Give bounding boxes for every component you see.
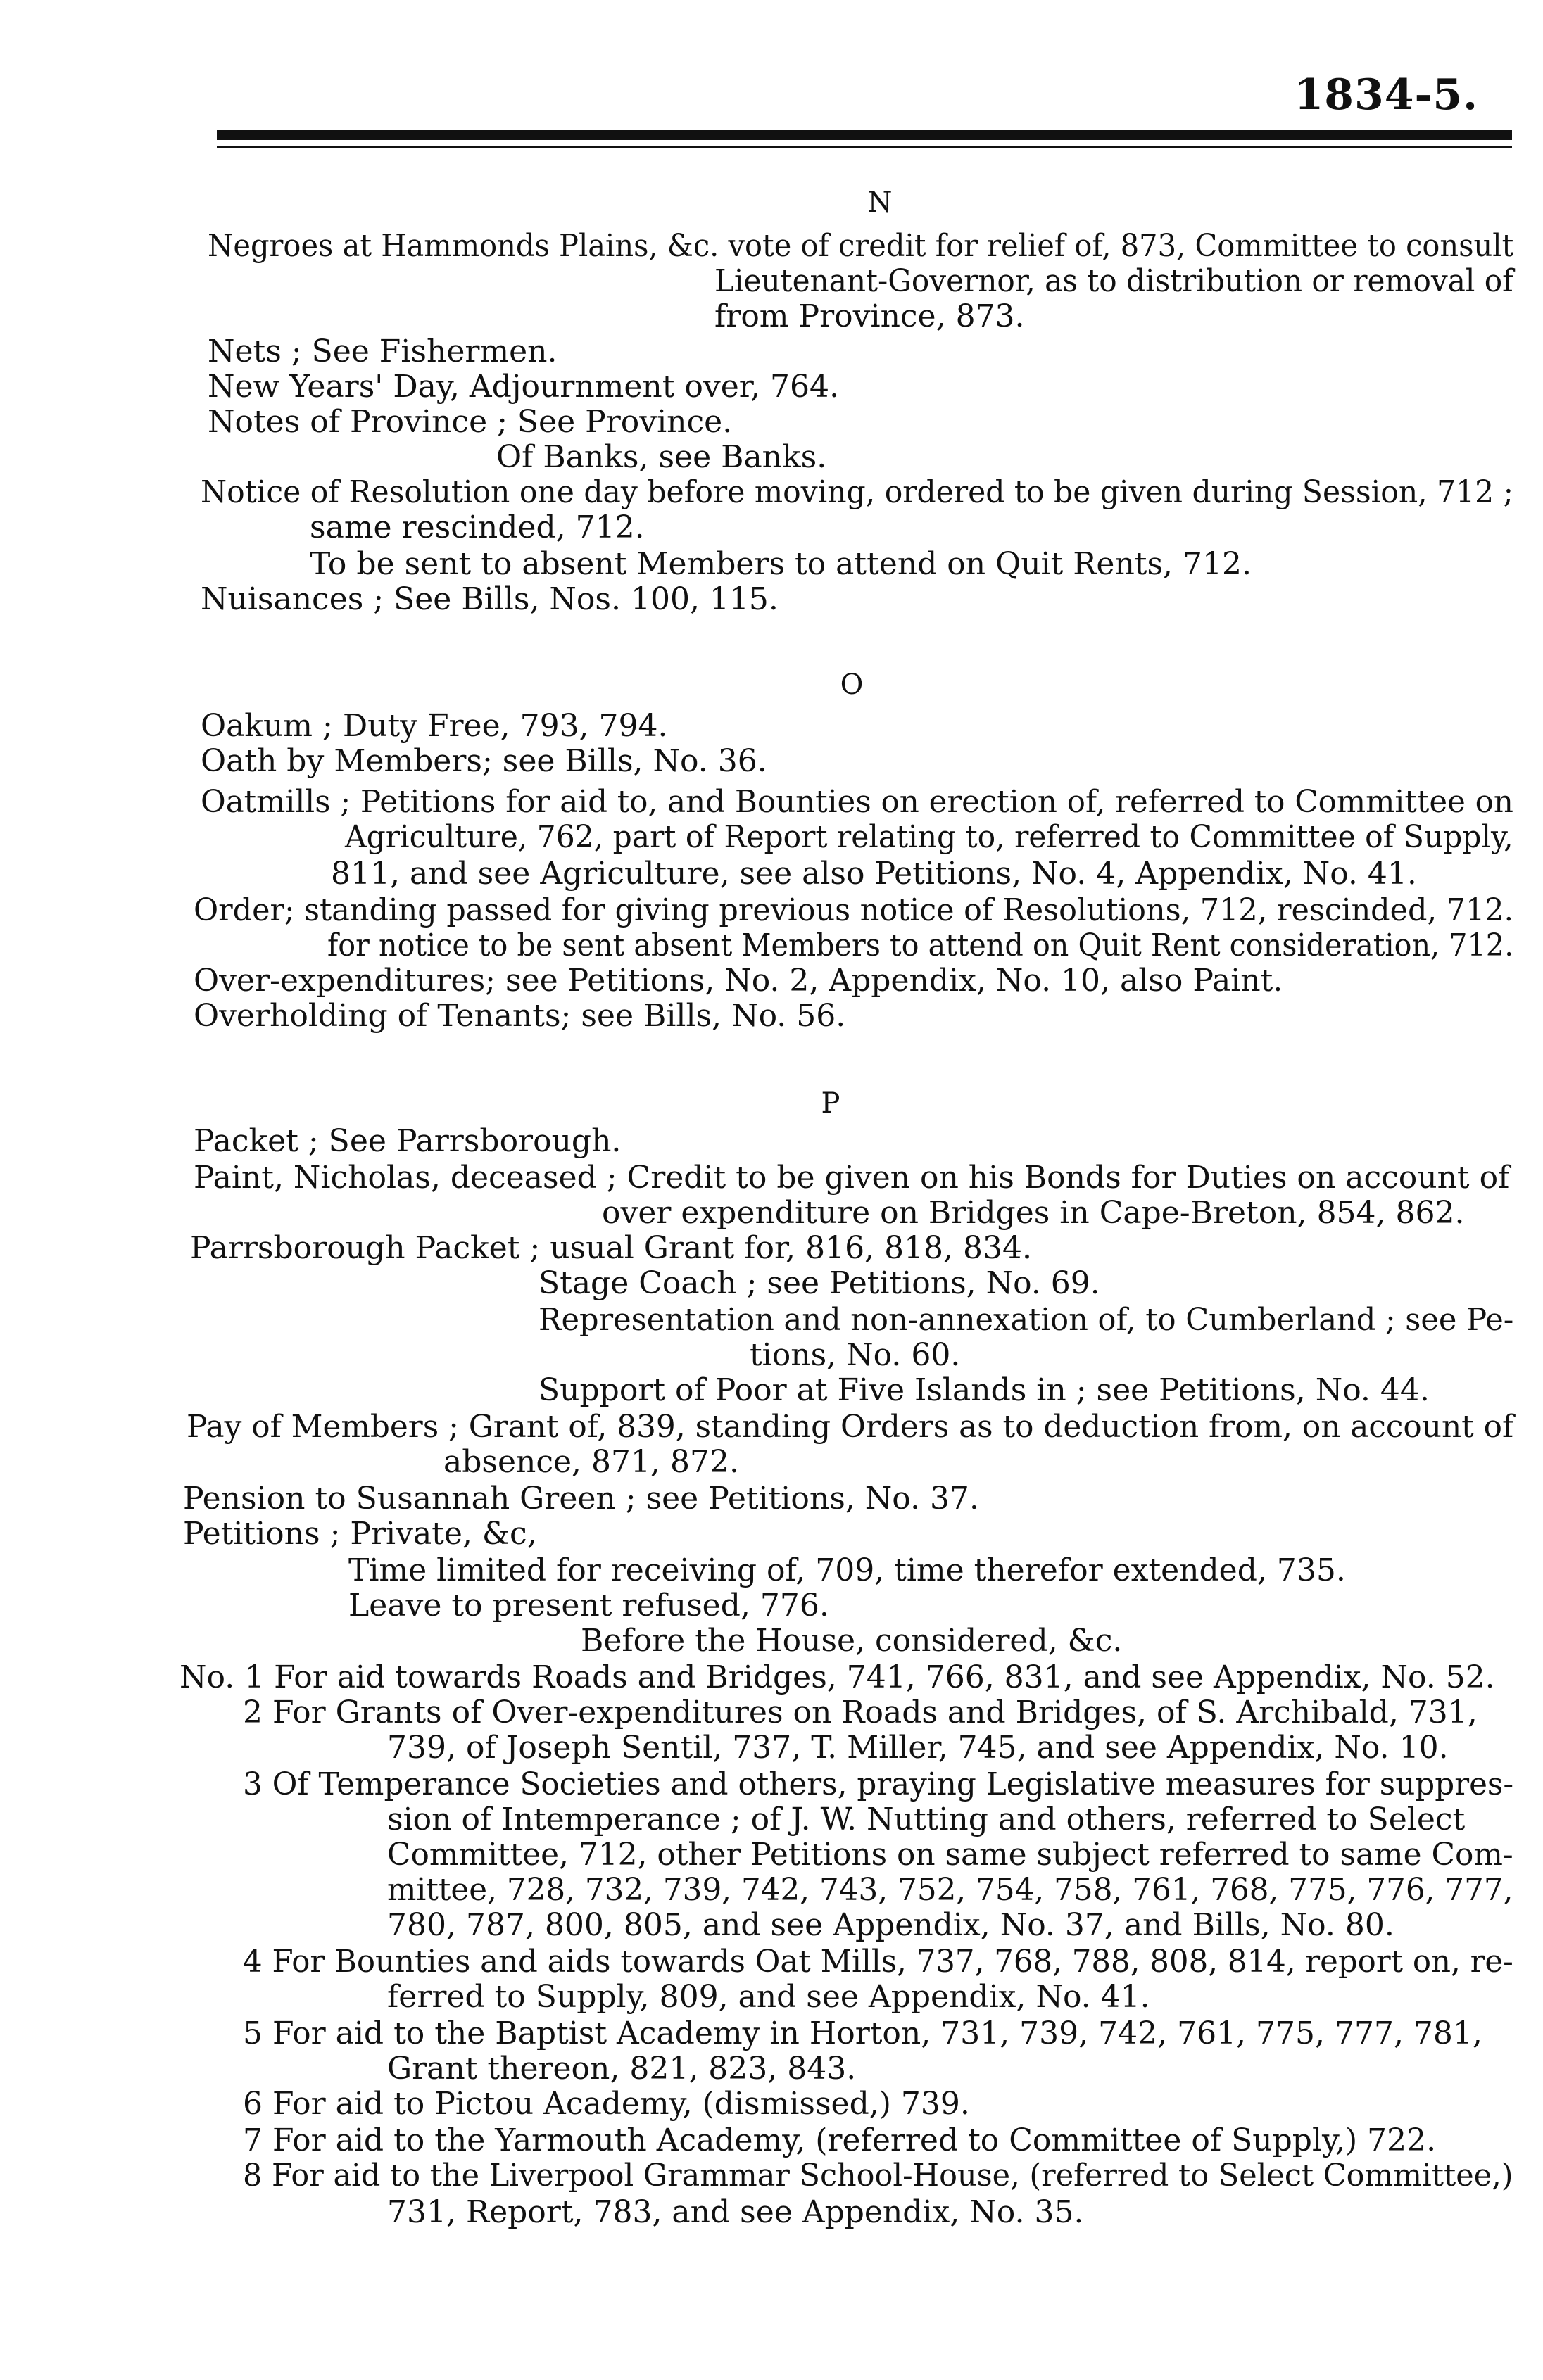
entry-order: Order; standing passed for giving previous notice of Resolutions, 712, rescinded, 712. bbox=[194, 892, 1514, 928]
petition-item-4-cont: ferred to Supply, 809, and see Appendix, No. 41. bbox=[387, 1979, 1150, 2015]
petition-item-2: 2 For Grants of Over-expenditures on Roads and Bridges, of S. Archibald, 731, bbox=[243, 1695, 1478, 1730]
petition-item-2-cont: 739, of Joseph Sentil, 737, T. Miller, 745, and see Appendix, No. 10. bbox=[387, 1730, 1449, 1766]
entry-nets: Nets ; See Fishermen. bbox=[208, 334, 558, 369]
entry-oatmills: Oatmills ; Petitions for aid to, and Bounties on erection of, referred to Committee on bbox=[201, 784, 1513, 820]
entry-notice-cont: same rescinded, 712. bbox=[310, 509, 645, 545]
section-letter-n: N bbox=[867, 186, 893, 219]
petition-item-3-cont-2: Committee, 712, other Petitions on same subject referred to same Com- bbox=[387, 1837, 1513, 1873]
entry-negroes: Negroes at Hammonds Plains, &c. vote of credit for relief of, 873, Committee to consult bbox=[208, 228, 1514, 264]
entry-parrsborough-support-of-poor: Support of Poor at Five Islands in ; see Petitions, No. 44. bbox=[539, 1372, 1430, 1408]
petition-item-6: 6 For aid to Pictou Academy, (dismissed,) 739. bbox=[243, 2086, 970, 2122]
entry-petitions-leave-refused: Leave to present refused, 776. bbox=[348, 1588, 829, 1623]
entry-negroes-cont-2: from Province, 873. bbox=[714, 298, 1025, 334]
entry-parrsborough-stage-coach: Stage Coach ; see Petitions, No. 69. bbox=[539, 1265, 1100, 1301]
petition-item-4: 4 For Bounties and aids towards Oat Mills, 737, 768, 788, 808, 814, report on, re- bbox=[243, 1944, 1513, 1980]
entry-pension: Pension to Susannah Green ; see Petitions, No. 37. bbox=[183, 1481, 979, 1517]
petition-item-5: 5 For aid to the Baptist Academy in Horton, 731, 739, 742, 761, 775, 777, 781, bbox=[243, 2015, 1482, 2051]
petition-item-3-cont-3: mittee, 728, 732, 739, 742, 743, 752, 754, 758, 761, 768, 775, 776, 777, bbox=[387, 1872, 1513, 1908]
entry-packet: Packet ; See Parrsborough. bbox=[194, 1123, 622, 1159]
section-letter-o: O bbox=[840, 669, 864, 701]
entry-oatmills-cont-2: 811, and see Agriculture, see also Petitions, No. 4, Appendix, No. 41. bbox=[331, 856, 1417, 892]
header-rule bbox=[217, 130, 1512, 140]
petition-item-3: 3 Of Temperance Societies and others, praying Legislative measures for suppres- bbox=[243, 1766, 1514, 1802]
entry-notes-of-banks: Of Banks, see Banks. bbox=[496, 439, 827, 475]
petition-item-3-cont-4: 780, 787, 800, 805, and see Appendix, No. 37, and Bills, No. 80. bbox=[387, 1907, 1394, 1943]
entry-oath: Oath by Members; see Bills, No. 36. bbox=[201, 743, 767, 779]
entry-notice-absent-members: To be sent to absent Members to attend on Quit Rents, 712. bbox=[310, 546, 1252, 582]
running-head: 1834-5. bbox=[1294, 70, 1478, 120]
entry-petitions-before-house: Before the House, considered, &c. bbox=[581, 1623, 1123, 1659]
entry-petitions: Petitions ; Private, &c, bbox=[183, 1516, 537, 1552]
entry-oakum: Oakum ; Duty Free, 793, 794. bbox=[201, 708, 668, 744]
entry-parrsborough-representation: Representation and non-annexation of, to Cumberland ; see Pe- bbox=[539, 1302, 1514, 1338]
entry-pay-of-members: Pay of Members ; Grant of, 839, standing Orders as to deduction from, on account of bbox=[187, 1409, 1514, 1445]
entry-negroes-cont-1: Lieutenant-Governor, as to distribution or removal of bbox=[714, 263, 1513, 299]
petition-item-1: No. 1 For aid towards Roads and Bridges, 741, 766, 831, and see Appendix, No. 52. bbox=[180, 1659, 1495, 1695]
entry-notice-of-resolution: Notice of Resolution one day before moving, ordered to be given during Session, 712 ; bbox=[201, 474, 1513, 510]
entry-paint-nicholas: Paint, Nicholas, deceased ; Credit to be given on his Bonds for Duties on account of bbox=[194, 1160, 1510, 1196]
entry-over-expenditures: Over-expenditures; see Petitions, No. 2, Appendix, No. 10, also Paint. bbox=[194, 963, 1283, 999]
header-rule-thin bbox=[217, 146, 1512, 148]
entry-parrsborough-representation-cont: tions, No. 60. bbox=[750, 1337, 961, 1373]
entry-petitions-time-limited: Time limited for receiving of, 709, time therefor extended, 735. bbox=[348, 1552, 1346, 1588]
entry-nuisances: Nuisances ; See Bills, Nos. 100, 115. bbox=[201, 581, 779, 617]
entry-order-cont: for notice to be sent absent Members to attend on Quit Rent consideration, 712. bbox=[327, 928, 1514, 963]
section-letter-p: P bbox=[821, 1087, 840, 1120]
petition-item-3-cont-1: sion of Intemperance ; of J. W. Nutting and others, referred to Select bbox=[387, 1802, 1466, 1837]
entry-notes-of-province: Notes of Province ; See Province. bbox=[208, 404, 733, 440]
entry-parrsborough-packet: Parrsborough Packet ; usual Grant for, 816, 818, 834. bbox=[190, 1230, 1032, 1266]
petition-item-8-cont: 731, Report, 783, and see Appendix, No. 35. bbox=[387, 2194, 1084, 2230]
petition-item-7: 7 For aid to the Yarmouth Academy, (referred to Committee of Supply,) 722. bbox=[243, 2122, 1437, 2158]
entry-new-years-day: New Years' Day, Adjournment over, 764. bbox=[208, 369, 839, 405]
entry-overholding-of-tenants: Overholding of Tenants; see Bills, No. 56. bbox=[194, 998, 846, 1034]
petition-item-5-cont: Grant thereon, 821, 823, 843. bbox=[387, 2051, 857, 2087]
entry-paint-cont: over expenditure on Bridges in Cape-Breton, 854, 862. bbox=[602, 1195, 1465, 1231]
entry-pay-of-members-cont: absence, 871, 872. bbox=[443, 1444, 739, 1480]
entry-oatmills-cont-1: Agriculture, 762, part of Report relating to, referred to Committee of Supply, bbox=[345, 819, 1513, 855]
petition-item-8: 8 For aid to the Liverpool Grammar School-House, (referred to Select Committee,) bbox=[243, 2158, 1513, 2194]
